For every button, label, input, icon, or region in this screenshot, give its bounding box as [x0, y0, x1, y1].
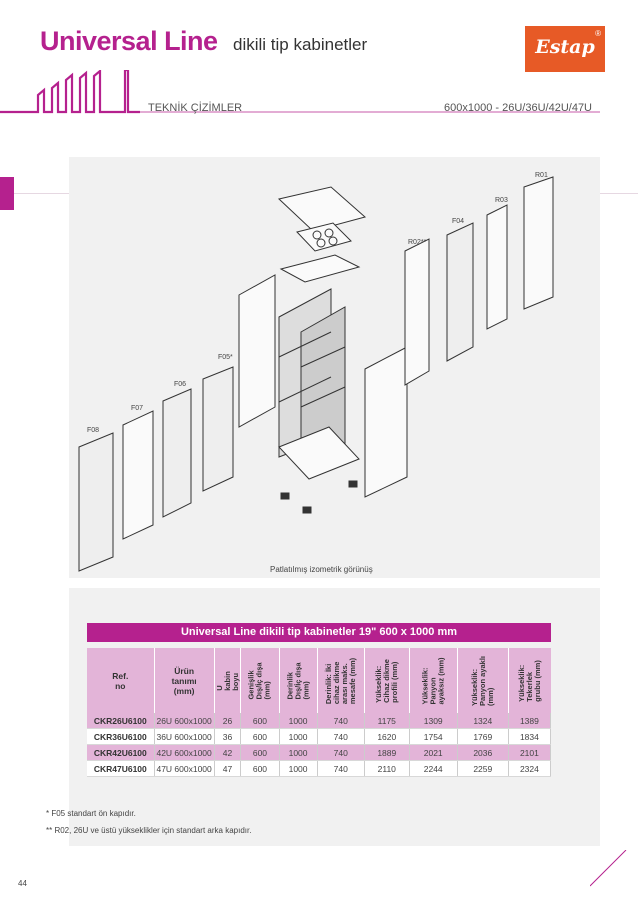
cell-h-feet: 1309: [409, 713, 457, 729]
cell-device-depth: 740: [317, 729, 364, 745]
header-h-feet-line1: Yükseklik:: [420, 666, 430, 705]
door-f05-shape: [203, 367, 233, 491]
header-product-line3: (mm): [173, 685, 195, 696]
header-h-feet: [409, 648, 457, 713]
cell-u: 36: [214, 729, 241, 745]
label-f08: F08: [87, 427, 100, 434]
table-row: [87, 745, 551, 761]
logo-registered-mark: ®: [595, 29, 601, 38]
cell-h-device: 1175: [364, 713, 409, 729]
cell-device-depth: 740: [317, 745, 364, 761]
cell-depth: 1000: [279, 713, 317, 729]
cell-width: 600: [241, 729, 279, 745]
header-u-line3: boyu: [230, 672, 240, 691]
cell-h-wheels: 1389: [508, 713, 550, 729]
door-r02-shape: [405, 239, 429, 385]
header-depth-line1: Derinlik: [285, 671, 295, 700]
header-device-depth-line1: Derinlik: İki: [323, 663, 333, 704]
header-u: [214, 648, 241, 713]
table-row: [87, 729, 551, 745]
label-r03: R03: [495, 197, 508, 204]
header-product-line1: Ürün: [174, 665, 195, 676]
cell-h-device: 2110: [364, 761, 409, 777]
cell-device-depth: 740: [317, 761, 364, 777]
cell-u: 26: [214, 713, 241, 729]
header-product-line2: tanımı: [171, 675, 197, 686]
cell-device-depth: 740: [317, 713, 364, 729]
header-width-line2: Dış/İç dışa: [254, 661, 264, 700]
footnote-r02: ** R02, 26U ve üstü yükseklikler için standart arka kapıdır.: [46, 826, 252, 835]
cell-h-device: 1620: [364, 729, 409, 745]
header-depth-line3: (mm): [301, 680, 311, 700]
header-h-feet2-line1: Yükseklik:: [469, 668, 479, 706]
cell-h-feet2: 2036: [457, 745, 508, 761]
header-ref: [87, 648, 154, 713]
cell-u: 42: [214, 745, 241, 761]
cell-width: 600: [241, 761, 279, 777]
section-label-sizes: 600x1000 - 26U/36U/42U/47U: [444, 102, 592, 114]
label-f04: F04: [452, 218, 465, 225]
header-product: [154, 648, 214, 713]
header-depth: [279, 648, 317, 713]
label-r02: R02**: [408, 239, 427, 246]
cell-ref: CKR36U6100: [87, 729, 154, 745]
cell-ref: CKR26U6100: [87, 713, 154, 729]
cell-h-feet: 2021: [409, 745, 457, 761]
cell-ref: CKR47U6100: [87, 761, 154, 777]
cell-product: 42U 600x1000: [154, 745, 214, 761]
header-ref-line2: no: [115, 680, 126, 691]
cell-product: 26U 600x1000: [154, 713, 214, 729]
header-h-wheels-line2: Tekerlek: [524, 671, 534, 702]
header-device-depth: [317, 648, 364, 713]
cell-h-feet: 1754: [409, 729, 457, 745]
page-title: Universal Line: [40, 26, 218, 56]
cell-h-device: 1889: [364, 745, 409, 761]
cell-h-feet2: 1769: [457, 729, 508, 745]
table-row: [87, 713, 551, 729]
table-title: Universal Line dikili tip kabinetler 19" 600 x 1000 mm: [87, 623, 551, 642]
cell-h-feet: 2244: [409, 761, 457, 777]
header-device-depth-line2: cihaz dikme: [331, 661, 341, 704]
cell-h-wheels: 2324: [508, 761, 550, 777]
header-h-feet2-line3: (mm): [485, 687, 495, 706]
cell-ref: CKR42U6100: [87, 745, 154, 761]
header-depth-line2: Dış/İç dışa: [293, 661, 303, 700]
left-side-panel-shape: [239, 275, 275, 427]
door-f07-shape: [123, 411, 153, 539]
specifications-table: [87, 648, 551, 777]
header-ref-line1: Ref.: [112, 670, 129, 681]
header-h-device-line1: Yükseklik:: [373, 665, 383, 703]
corner-accent-line: [590, 850, 630, 890]
header-h-wheels: [508, 648, 550, 713]
header-h-feet-line2: Panyon: [428, 676, 438, 705]
cell-h-feet2: 1324: [457, 713, 508, 729]
header-h-wheels-line3: grubu (mm): [532, 659, 542, 702]
cell-h-wheels: 2101: [508, 745, 550, 761]
door-r01-shape: [524, 177, 553, 309]
cell-u: 47: [214, 761, 241, 777]
door-r03-shape: [487, 205, 507, 329]
estap-logo: [525, 26, 605, 72]
header-h-feet2-line2: Panyon ayaklı: [477, 655, 487, 706]
header-width: [241, 648, 279, 713]
label-f07: F07: [131, 405, 144, 412]
top-frame-shape: [281, 255, 359, 282]
label-r01: R01: [535, 172, 548, 179]
section-label-technical-drawings: TEKNİK ÇİZİMLER: [148, 102, 243, 114]
header-width-line1: Genişlik: [246, 669, 256, 700]
cell-width: 600: [241, 745, 279, 761]
cell-h-feet2: 2259: [457, 761, 508, 777]
header-h-device: [364, 648, 409, 713]
page-subtitle: dikili tip kabinetler: [233, 35, 368, 54]
header-width-line3: (mm): [262, 680, 272, 700]
header-h-device-line2: Cihaz dikme: [381, 658, 391, 703]
header-h-feet2: [457, 648, 508, 713]
header-u-line1: U: [214, 684, 224, 691]
header-u-line2: kabin: [222, 670, 232, 691]
door-f08-shape: [79, 433, 113, 571]
cell-depth: 1000: [279, 761, 317, 777]
label-f05: F05*: [218, 354, 233, 361]
cell-h-wheels: 1834: [508, 729, 550, 745]
footnote-f05: * F05 standart ön kapıdır.: [46, 809, 136, 818]
label-f06: F06: [174, 381, 187, 388]
cell-width: 600: [241, 713, 279, 729]
header-h-wheels-line1: Yükseklik:: [516, 664, 526, 702]
header-h-feet-line3: ayaksız (mm): [436, 656, 446, 705]
header-device-depth-line4: mesafe (mm): [347, 657, 357, 704]
top-panel-shape: [279, 187, 365, 231]
door-f06-shape: [163, 389, 191, 517]
logo-text: Estap: [535, 36, 595, 58]
fan-plate-shape: [297, 223, 351, 251]
header-h-device-line3: profili (mm): [389, 661, 399, 703]
cell-product: 36U 600x1000: [154, 729, 214, 745]
cell-depth: 1000: [279, 729, 317, 745]
header-device-depth-line3: arası maks.: [339, 662, 349, 704]
right-side-panel-shape: [365, 347, 407, 497]
table-header-row: [87, 648, 551, 713]
side-tab-marker: [0, 177, 14, 210]
page-number: 44: [18, 879, 27, 888]
exploded-view-caption: Patlatılmış izometrik görünüş: [270, 565, 373, 574]
exploded-cabinet-drawing: [69, 157, 600, 578]
door-f04-shape: [447, 223, 473, 361]
table-row: [87, 761, 551, 777]
cell-product: 47U 600x1000: [154, 761, 214, 777]
cell-depth: 1000: [279, 745, 317, 761]
